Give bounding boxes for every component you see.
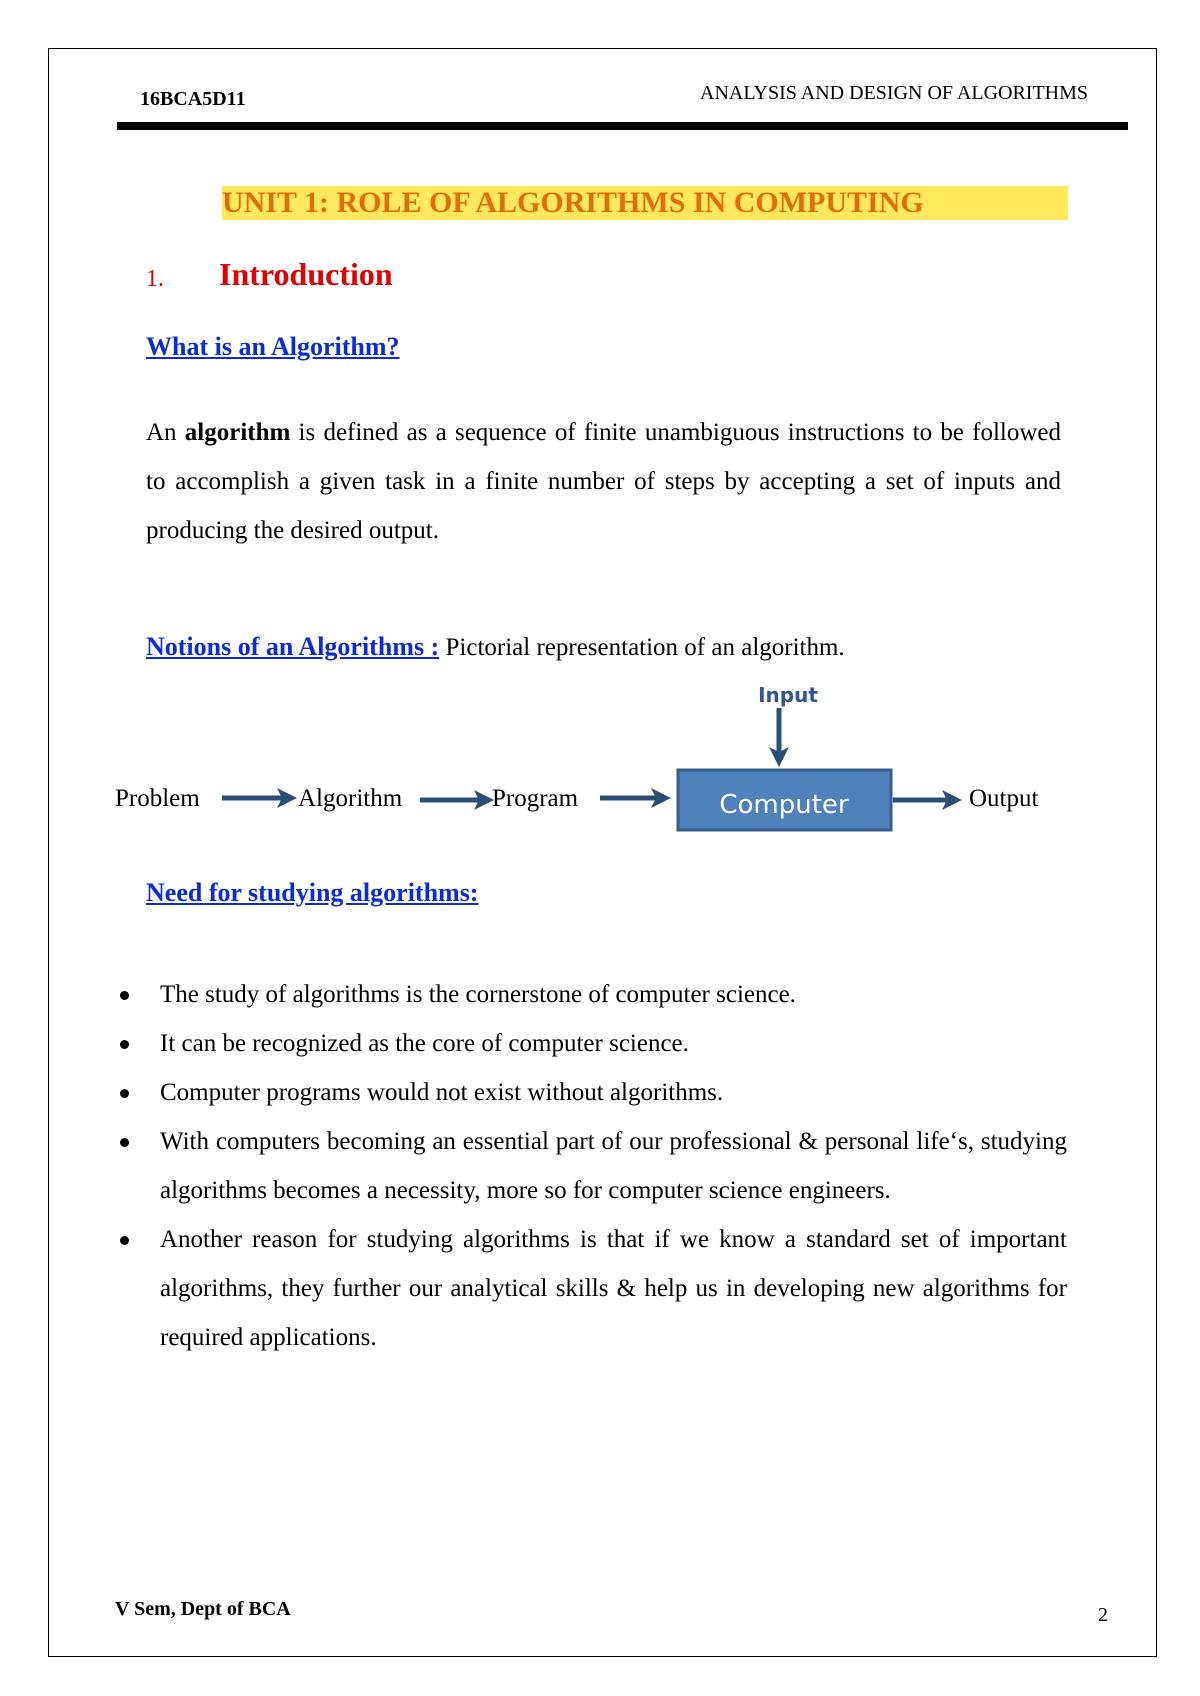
bullet-icon: [120, 1236, 129, 1245]
footer-author: V Sem, Dept of BCA: [115, 1598, 291, 1620]
definition-keyword: algorithm: [184, 419, 291, 446]
what-is-heading: What is an Algorithm?: [146, 332, 400, 361]
bullet-icon: [120, 1040, 129, 1049]
computer-label: Computer: [719, 790, 849, 820]
step-problem: Problem: [115, 785, 200, 812]
section-title: Introduction: [219, 256, 393, 292]
step-program: Program: [492, 785, 579, 812]
definition-body: is defined as a sequence of finite unambiguous instructions to be followed to accomplish a given task in a finite number of steps by accepting a set of inputs and producing the desired output.: [146, 419, 1061, 544]
notions-description: Pictorial representation of an algorithm.: [439, 634, 845, 661]
bullet-text: Computer programs would not exist without algorithms.: [160, 1079, 724, 1106]
input-label: Input: [758, 683, 818, 707]
list-item: [112, 1068, 1067, 1117]
unit-title: UNIT 1: ROLE OF ALGORITHMS IN COMPUTING: [222, 186, 1068, 220]
step-algorithm: Algorithm: [298, 785, 403, 812]
bullet-icon: [120, 1089, 129, 1098]
definition-lead: An: [146, 419, 185, 446]
list-item: [112, 1117, 1067, 1215]
list-item: [112, 1019, 1067, 1068]
need-bullet-list: [112, 970, 1067, 1362]
bullet-text: Another reason for studying algorithms is that if we know a standard set of important algorithms, they further our analytical skills & help us in developing new algorithms for required applications.: [160, 1226, 1067, 1351]
output-label: Output: [969, 785, 1039, 812]
course-code: 16BCA5D11: [140, 88, 246, 110]
bullet-text: With computers becoming an essential part of our professional & personal life‘s, studying algorithms becomes a necessity, more so for computer science engineers.: [160, 1128, 1067, 1204]
bullet-icon: [120, 1138, 129, 1147]
subject-title: ANALYSIS AND DESIGN OF ALGORITHMS: [700, 82, 1089, 104]
page-number: 2: [1098, 1604, 1108, 1626]
section-number: 1.: [146, 266, 164, 292]
list-item: [112, 1215, 1067, 1362]
bullet-text: The study of algorithms is the cornerstone of computer science.: [160, 981, 796, 1008]
list-item: [112, 970, 1067, 1019]
bullet-text: It can be recognized as the core of computer science.: [160, 1030, 689, 1057]
notions-heading: Notions of an Algorithms :: [146, 632, 440, 661]
need-heading: Need for studying algorithms:: [146, 878, 479, 907]
bullet-icon: [120, 991, 129, 1000]
